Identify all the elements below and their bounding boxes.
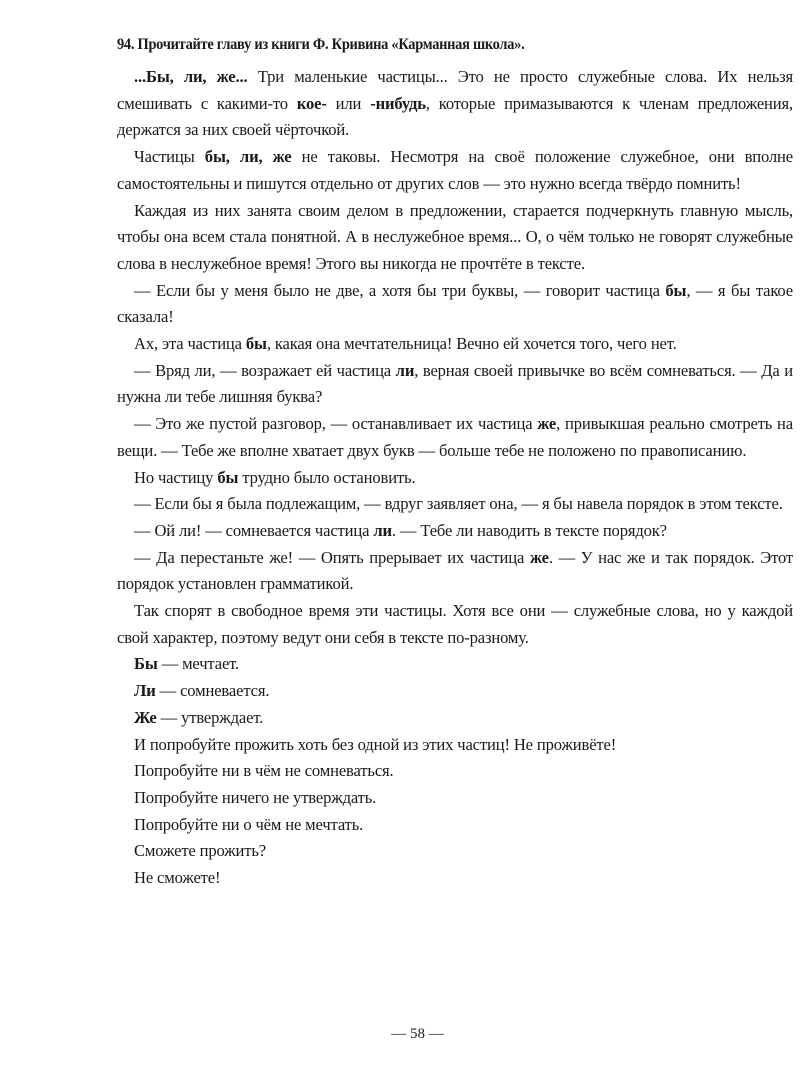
paragraph [117,331,793,358]
text-run: И попробуйте прожить хоть без одной из этих частиц! Не проживёте! [134,734,617,754]
text-run: не таковы. Несмотря на своё положение служебное, они вполне самостоятельны и пишутся отдельно от других слов — это нужно всегда твёрдо помнить! [117,147,793,193]
paragraph [117,651,793,678]
bold-text: бы [665,280,687,300]
paragraph [117,705,793,732]
bold-text: Бы [134,654,158,674]
text-run: , привыкшая реально смотреть на вещи. — Тебе же вполне хватает двух букв — больше тебе не положено по правописанию. [117,414,793,460]
paragraph [117,812,793,839]
paragraph [117,144,793,197]
paragraph [117,278,793,331]
bold-text: бы, ли, же [204,147,292,167]
bold-text: ...Бы, ли, же... [134,67,248,86]
paragraph [117,838,793,865]
text-run: Попробуйте ничего не утверждать. [134,787,377,807]
paragraph [117,545,793,598]
paragraph [117,465,793,492]
paragraph [117,598,793,651]
paragraph [117,678,793,705]
page-footer [0,1026,805,1043]
text-run: — Ой ли! — сомневается частица [134,520,374,540]
text-run: — Да перестаньте же! — Опять прерывает их частица [134,547,530,567]
paragraph [117,198,793,278]
paragraph [117,358,793,411]
text-run: — Если бы у меня было не две, а хотя бы три буквы, — говорит частица [134,280,666,300]
bold-text: же [537,414,557,434]
text-run: трудно было остановить. [238,467,416,487]
text-run: Сможете прожить? [134,841,267,861]
text-run: или [326,93,371,113]
text-run: — Если бы я была подлежащим, — вдруг заявляет она, — я бы навела порядок в этом тексте. [134,494,783,514]
page-number: — 58 — [391,1026,444,1042]
paragraph [117,491,793,518]
bold-text: бы [245,334,267,354]
bold-text: -нибудь [370,93,426,113]
text-run: , верная своей привычке во всём сомневаться. — Да и нужна ли тебе лишняя буква? [117,360,793,407]
bold-text: ли [373,520,392,540]
text-run: Не сможете! [134,868,221,888]
text-run: Частицы [134,147,205,167]
bold-text: кое- [296,93,327,113]
page-content [117,34,793,892]
bold-text: же [529,547,549,567]
text-run: Три маленькие частицы... Это не просто служебные слова. Их нельзя смешивать с какими-то [117,67,794,113]
text-run: — Вряд ли, — возражает ей частица [134,360,396,380]
text-run: — Это же пустой разговор, — останавливает их частица [134,414,538,434]
text-run: Ах, эта частица [134,334,246,354]
exercise-heading: 94. Прочитайте главу из книги Ф. Кривина «Карманная школа». [117,36,525,53]
paragraph [117,518,793,545]
paragraph [117,411,793,464]
text-run: , которые примазываются к членам предложения, держатся за них своей чёрточкой. [117,93,793,140]
text-run: — мечтает. [157,654,240,674]
text-run: Каждая из них занята своим делом в предложении, старается подчеркнуть главную мысль, чтобы она всем стала понятной. А в неслужебное время... О, о чём только не говорят служебные слова в неслужебное время! Этого вы никогда не прочтёте в тексте. [117,200,793,273]
text-run: Но частицу [134,467,218,487]
paragraph [117,64,793,144]
paragraph [117,732,793,759]
text-run: Попробуйте ни в чём не сомневаться. [134,761,394,781]
bold-text: ли [395,360,415,380]
text-run: Попробуйте ни о чём не мечтать. [134,814,364,834]
text-run: , какая она мечтательница! Вечно ей хочется того, чего нет. [266,334,677,354]
text-run: — сомневается. [155,681,270,701]
text-run: . — Тебе ли наводить в тексте порядок? [391,520,667,540]
text-run: Так спорят в свободное время эти частицы. Хотя все они — служебные слова, но у каждой свой характер, поэтому ведут они себя в тексте по-разному. [117,601,793,647]
paragraph [117,785,793,812]
bold-text: Же [134,707,157,727]
bold-text: бы [217,467,239,487]
paragraph [117,758,793,785]
text-run: , — я бы такое сказала! [117,280,793,327]
body-text [117,64,793,892]
text-run: — утверждает. [156,707,264,727]
text-run: . — У нас же и так порядок. Этот порядок установлен грамматикой. [117,547,793,594]
paragraph [117,865,793,892]
bold-text: Ли [134,681,156,701]
